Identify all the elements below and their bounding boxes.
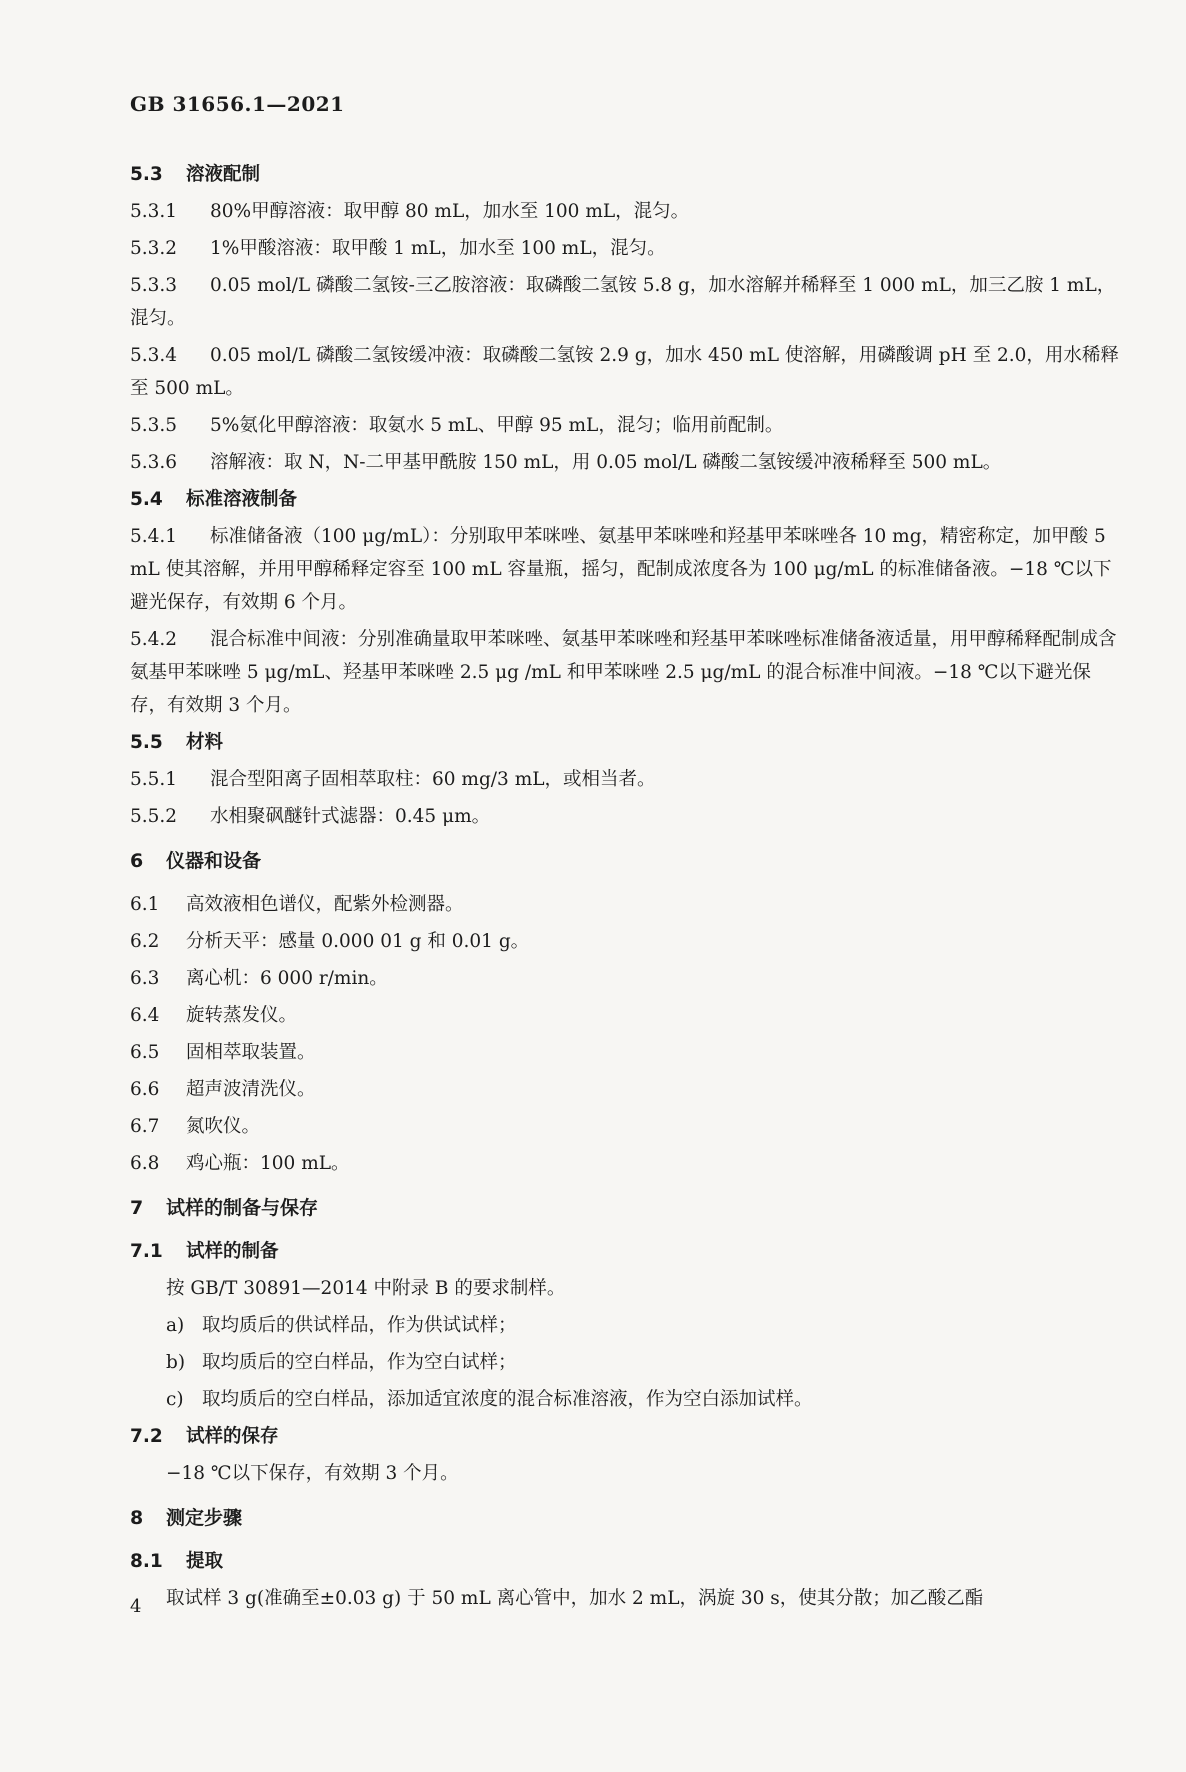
- chapter-number: 8: [130, 1507, 144, 1529]
- section-title: 材料: [186, 732, 224, 753]
- clause-number: 6.6: [130, 1079, 160, 1100]
- clause-number: 6.4: [130, 1005, 160, 1026]
- clause-text: 5%氨化甲醇溶液：取氨水 5 mL、甲醇 95 mL，混匀；临用前配制。: [210, 415, 784, 436]
- clause-6-5: [130, 1036, 1120, 1069]
- clause-number: 6.5: [130, 1042, 160, 1063]
- section-8-1-heading: [130, 1545, 1120, 1578]
- clause-5-5-2: [130, 800, 1120, 833]
- clause-6-4: [130, 999, 1120, 1032]
- clause-7-2-text: −18 ℃以下保存，有效期 3 个月。: [166, 1463, 459, 1484]
- clause-5-4-1: [130, 520, 1120, 619]
- clause-number: 6.7: [130, 1116, 160, 1137]
- clause-5-3-1: [130, 195, 1120, 228]
- section-7-2-heading: [130, 1420, 1120, 1453]
- list-item-c: [130, 1383, 1120, 1416]
- clause-5-3-3: [130, 269, 1120, 335]
- section-number: 7.1: [130, 1241, 163, 1262]
- section-title: 溶液配制: [186, 164, 261, 185]
- clause-5-3-2: [130, 232, 1120, 265]
- clause-6-6: [130, 1073, 1120, 1106]
- clause-number: 5.3.4: [130, 345, 178, 366]
- clause-number: 5.3.2: [130, 238, 178, 259]
- section-title: 试样的制备: [186, 1241, 279, 1262]
- list-marker: b): [166, 1352, 186, 1373]
- clause-text: 1%甲酸溶液：取甲酸 1 mL，加水至 100 mL，混匀。: [210, 238, 666, 259]
- list-marker: a): [166, 1315, 185, 1336]
- clause-7-1-text: 按 GB/T 30891—2014 中附录 B 的要求制样。: [166, 1278, 566, 1299]
- section-title: 提取: [186, 1551, 224, 1572]
- section-title: 标准溶液制备: [186, 489, 298, 510]
- section-number: 5.4: [130, 489, 163, 510]
- page-content: [130, 158, 1120, 1619]
- section-5-5-heading: [130, 726, 1120, 759]
- chapter-title: 试样的制备与保存: [166, 1197, 319, 1219]
- clause-number: 5.4.2: [130, 629, 178, 650]
- clause-number: 5.3.5: [130, 415, 178, 436]
- list-text: 取均质后的供试样品，作为供试试样；: [202, 1315, 517, 1336]
- section-number: 7.2: [130, 1426, 163, 1447]
- section-number: 8.1: [130, 1551, 163, 1572]
- clause-text: 超声波清洗仪。: [186, 1079, 316, 1100]
- clause-number: 5.3.3: [130, 275, 178, 296]
- clause-text: 氮吹仪。: [186, 1116, 261, 1137]
- clause-text: 0.05 mol/L 磷酸二氢铵-三乙胺溶液：取磷酸二氢铵 5.8 g，加水溶解并稀释至 1 000 mL，加三乙胺 1 mL，混匀。: [130, 275, 1116, 329]
- chapter-number: 7: [130, 1197, 144, 1219]
- chapter-title: 仪器和设备: [166, 850, 262, 872]
- clause-8-1-text: 取试样 3 g(准确至±0.03 g) 于 50 mL 离心管中，加水 2 mL，涡旋 30 s，使其分散；加乙酸乙酯: [166, 1588, 984, 1609]
- chapter-8-heading: [130, 1502, 1120, 1535]
- clause-text: 混合标准中间液：分别准确量取甲苯咪唑、氨基甲苯咪唑和羟基甲苯咪唑标准储备液适量，用甲醇稀释配制成含氨基甲苯咪唑 5 μg/mL、羟基甲苯咪唑 2.5 μg /mL 和甲苯咪唑 2.5 μg/mL 的混合标准中间液。−18 ℃以下避光保存，有效期 3 个月。: [130, 629, 1117, 716]
- clause-text: 固相萃取装置。: [186, 1042, 316, 1063]
- clause-6-1: [130, 888, 1120, 921]
- list-item-b: [130, 1346, 1120, 1379]
- clause-text: 鸡心瓶：100 mL。: [186, 1153, 350, 1174]
- clause-number: 5.5.1: [130, 769, 178, 790]
- list-text: 取均质后的空白样品，添加适宜浓度的混合标准溶液，作为空白添加试样。: [202, 1389, 813, 1410]
- section-7-1-heading: [130, 1235, 1120, 1268]
- section-5-4-heading: [130, 483, 1120, 516]
- clause-text: 旋转蒸发仪。: [186, 1005, 298, 1026]
- clause-text: 溶解液：取 N，N-二甲基甲酰胺 150 mL，用 0.05 mol/L 磷酸二氢铵缓冲液稀释至 500 mL。: [210, 452, 1002, 473]
- chapter-6-heading: [130, 845, 1120, 878]
- clause-number: 6.1: [130, 894, 160, 915]
- clause-5-3-5: [130, 409, 1120, 442]
- section-5-3-heading: [130, 158, 1120, 191]
- chapter-number: 6: [130, 850, 144, 872]
- chapter-title: 测定步骤: [166, 1507, 243, 1529]
- clause-6-7: [130, 1110, 1120, 1143]
- section-number: 5.5: [130, 732, 163, 753]
- list-marker: c): [166, 1389, 184, 1410]
- standard-code-header: GB 31656.1—2021: [130, 92, 345, 116]
- clause-6-3: [130, 962, 1120, 995]
- clause-number: 5.3.6: [130, 452, 178, 473]
- clause-6-2: [130, 925, 1120, 958]
- clause-text: 标准储备液（100 μg/mL）：分别取甲苯咪唑、氨基甲苯咪唑和羟基甲苯咪唑各 10 mg，精密称定，加甲酸 5 mL 使其溶解，并用甲醇稀释定容至 100 mL 容量瓶，摇匀，配制成浓度各为 100 μg/mL 的标准储备液。−18 ℃以下避光保存，有效期 6 个月。: [130, 526, 1112, 613]
- clause-text: 水相聚砜醚针式滤器：0.45 μm。: [210, 806, 491, 827]
- clause-number: 6.2: [130, 931, 160, 952]
- list-text: 取均质后的空白样品，作为空白试样；: [202, 1352, 517, 1373]
- clause-number: 6.3: [130, 968, 160, 989]
- clause-number: 5.5.2: [130, 806, 178, 827]
- clause-text: 离心机：6 000 r/min。: [186, 968, 388, 989]
- clause-number: 5.3.1: [130, 201, 178, 222]
- clause-5-3-6: [130, 446, 1120, 479]
- clause-number: 6.8: [130, 1153, 160, 1174]
- clause-6-8: [130, 1147, 1120, 1180]
- clause-text: 80%甲醇溶液：取甲醇 80 mL，加水至 100 mL，混匀。: [210, 201, 690, 222]
- clause-text: 高效液相色谱仪，配紫外检测器。: [186, 894, 464, 915]
- list-item-a: [130, 1309, 1120, 1342]
- section-title: 试样的保存: [186, 1426, 279, 1447]
- chapter-7-heading: [130, 1192, 1120, 1225]
- clause-5-4-2: [130, 623, 1120, 722]
- clause-5-5-1: [130, 763, 1120, 796]
- clause-text: 0.05 mol/L 磷酸二氢铵缓冲液：取磷酸二氢铵 2.9 g，加水 450 mL 使溶解，用磷酸调 pH 至 2.0，用水稀释至 500 mL。: [130, 345, 1119, 399]
- clause-text: 混合型阳离子固相萃取柱：60 mg/3 mL，或相当者。: [210, 769, 656, 790]
- clause-text: 分析天平：感量 0.000 01 g 和 0.01 g。: [186, 931, 530, 952]
- section-number: 5.3: [130, 164, 163, 185]
- clause-5-3-4: [130, 339, 1120, 405]
- page-number: 4: [130, 1596, 142, 1617]
- clause-number: 5.4.1: [130, 526, 178, 547]
